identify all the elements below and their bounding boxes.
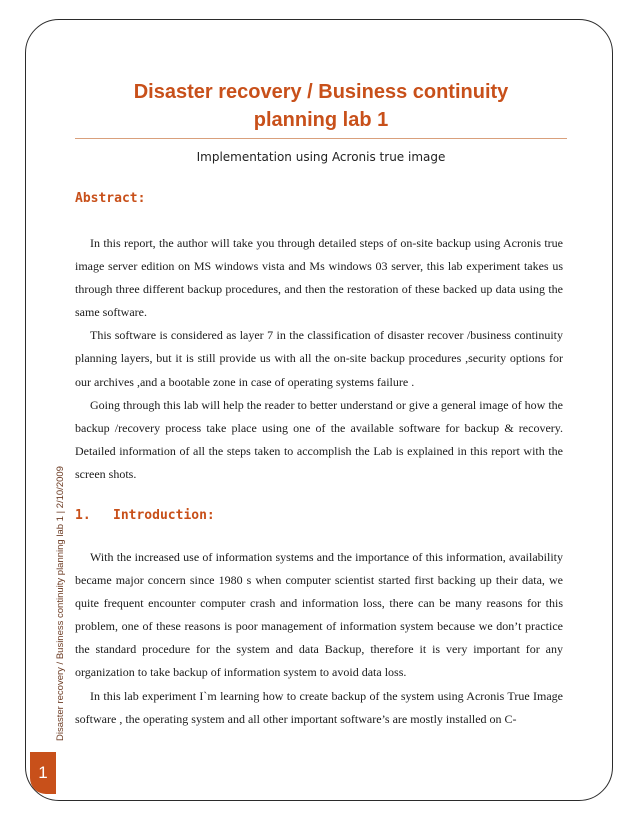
- introduction-body: [75, 546, 563, 731]
- side-running-header: Disaster recovery / Business continuity planning lab 1 | 2/10/2009: [55, 466, 66, 741]
- title-divider: [75, 138, 567, 139]
- abstract-body: [75, 232, 563, 486]
- abstract-paragraph: In this report, the author will take you through detailed steps of on-site backup using Acronis true image server edition on MS windows vista and Ms windows 03 server, this lab experiment takes us through three different backup procedures, and then the restoration of these backed up data using the same software.: [75, 236, 563, 320]
- introduction-paragraph: With the increased use of information systems and the importance of this information, availability became major concern since 1980 s when computer scientist started first backing up their data, we quite frequent encounter computer crash and information loss, there can be many reasons for this problem, one of these reasons is poor management of information system because we don’t practice the standard procedure for the system and data Backup, therefore it is very important for any organization to take backup of information system to avoid data loss.: [75, 550, 563, 680]
- section-number: 1.: [75, 508, 91, 523]
- page-number-badge: 1: [30, 752, 56, 794]
- introduction-heading: [75, 508, 215, 523]
- abstract-heading: Abstract:: [75, 191, 146, 206]
- introduction-paragraph: In this lab experiment I`m learning how to create backup of the system using Acronis True Image software , the operating system and all other important software’s are mostly installed on C-: [75, 688, 563, 726]
- abstract-paragraph: Going through this lab will help the reader to better understand or give a general image of how the backup /recovery process take place using one of the available software for backup & recovery. Detailed information of all the steps taken to accomplish the Lab is explained in this report with the screen shots.: [75, 397, 563, 481]
- document-subtitle: Implementation using Acronis true image: [196, 150, 446, 164]
- title-line-2: planning lab 1: [253, 109, 389, 131]
- abstract-paragraph: This software is considered as layer 7 in the classification of disaster recover /business continuity planning layers, but it is still provide us with all the on-site backup procedures ,security options for our archives ,and a bootable zone in case of operating systems failure .: [75, 328, 563, 389]
- document-title: [75, 78, 567, 134]
- section-title: Introduction:: [113, 508, 215, 523]
- title-line-1: Disaster recovery / Business continuity: [133, 81, 509, 103]
